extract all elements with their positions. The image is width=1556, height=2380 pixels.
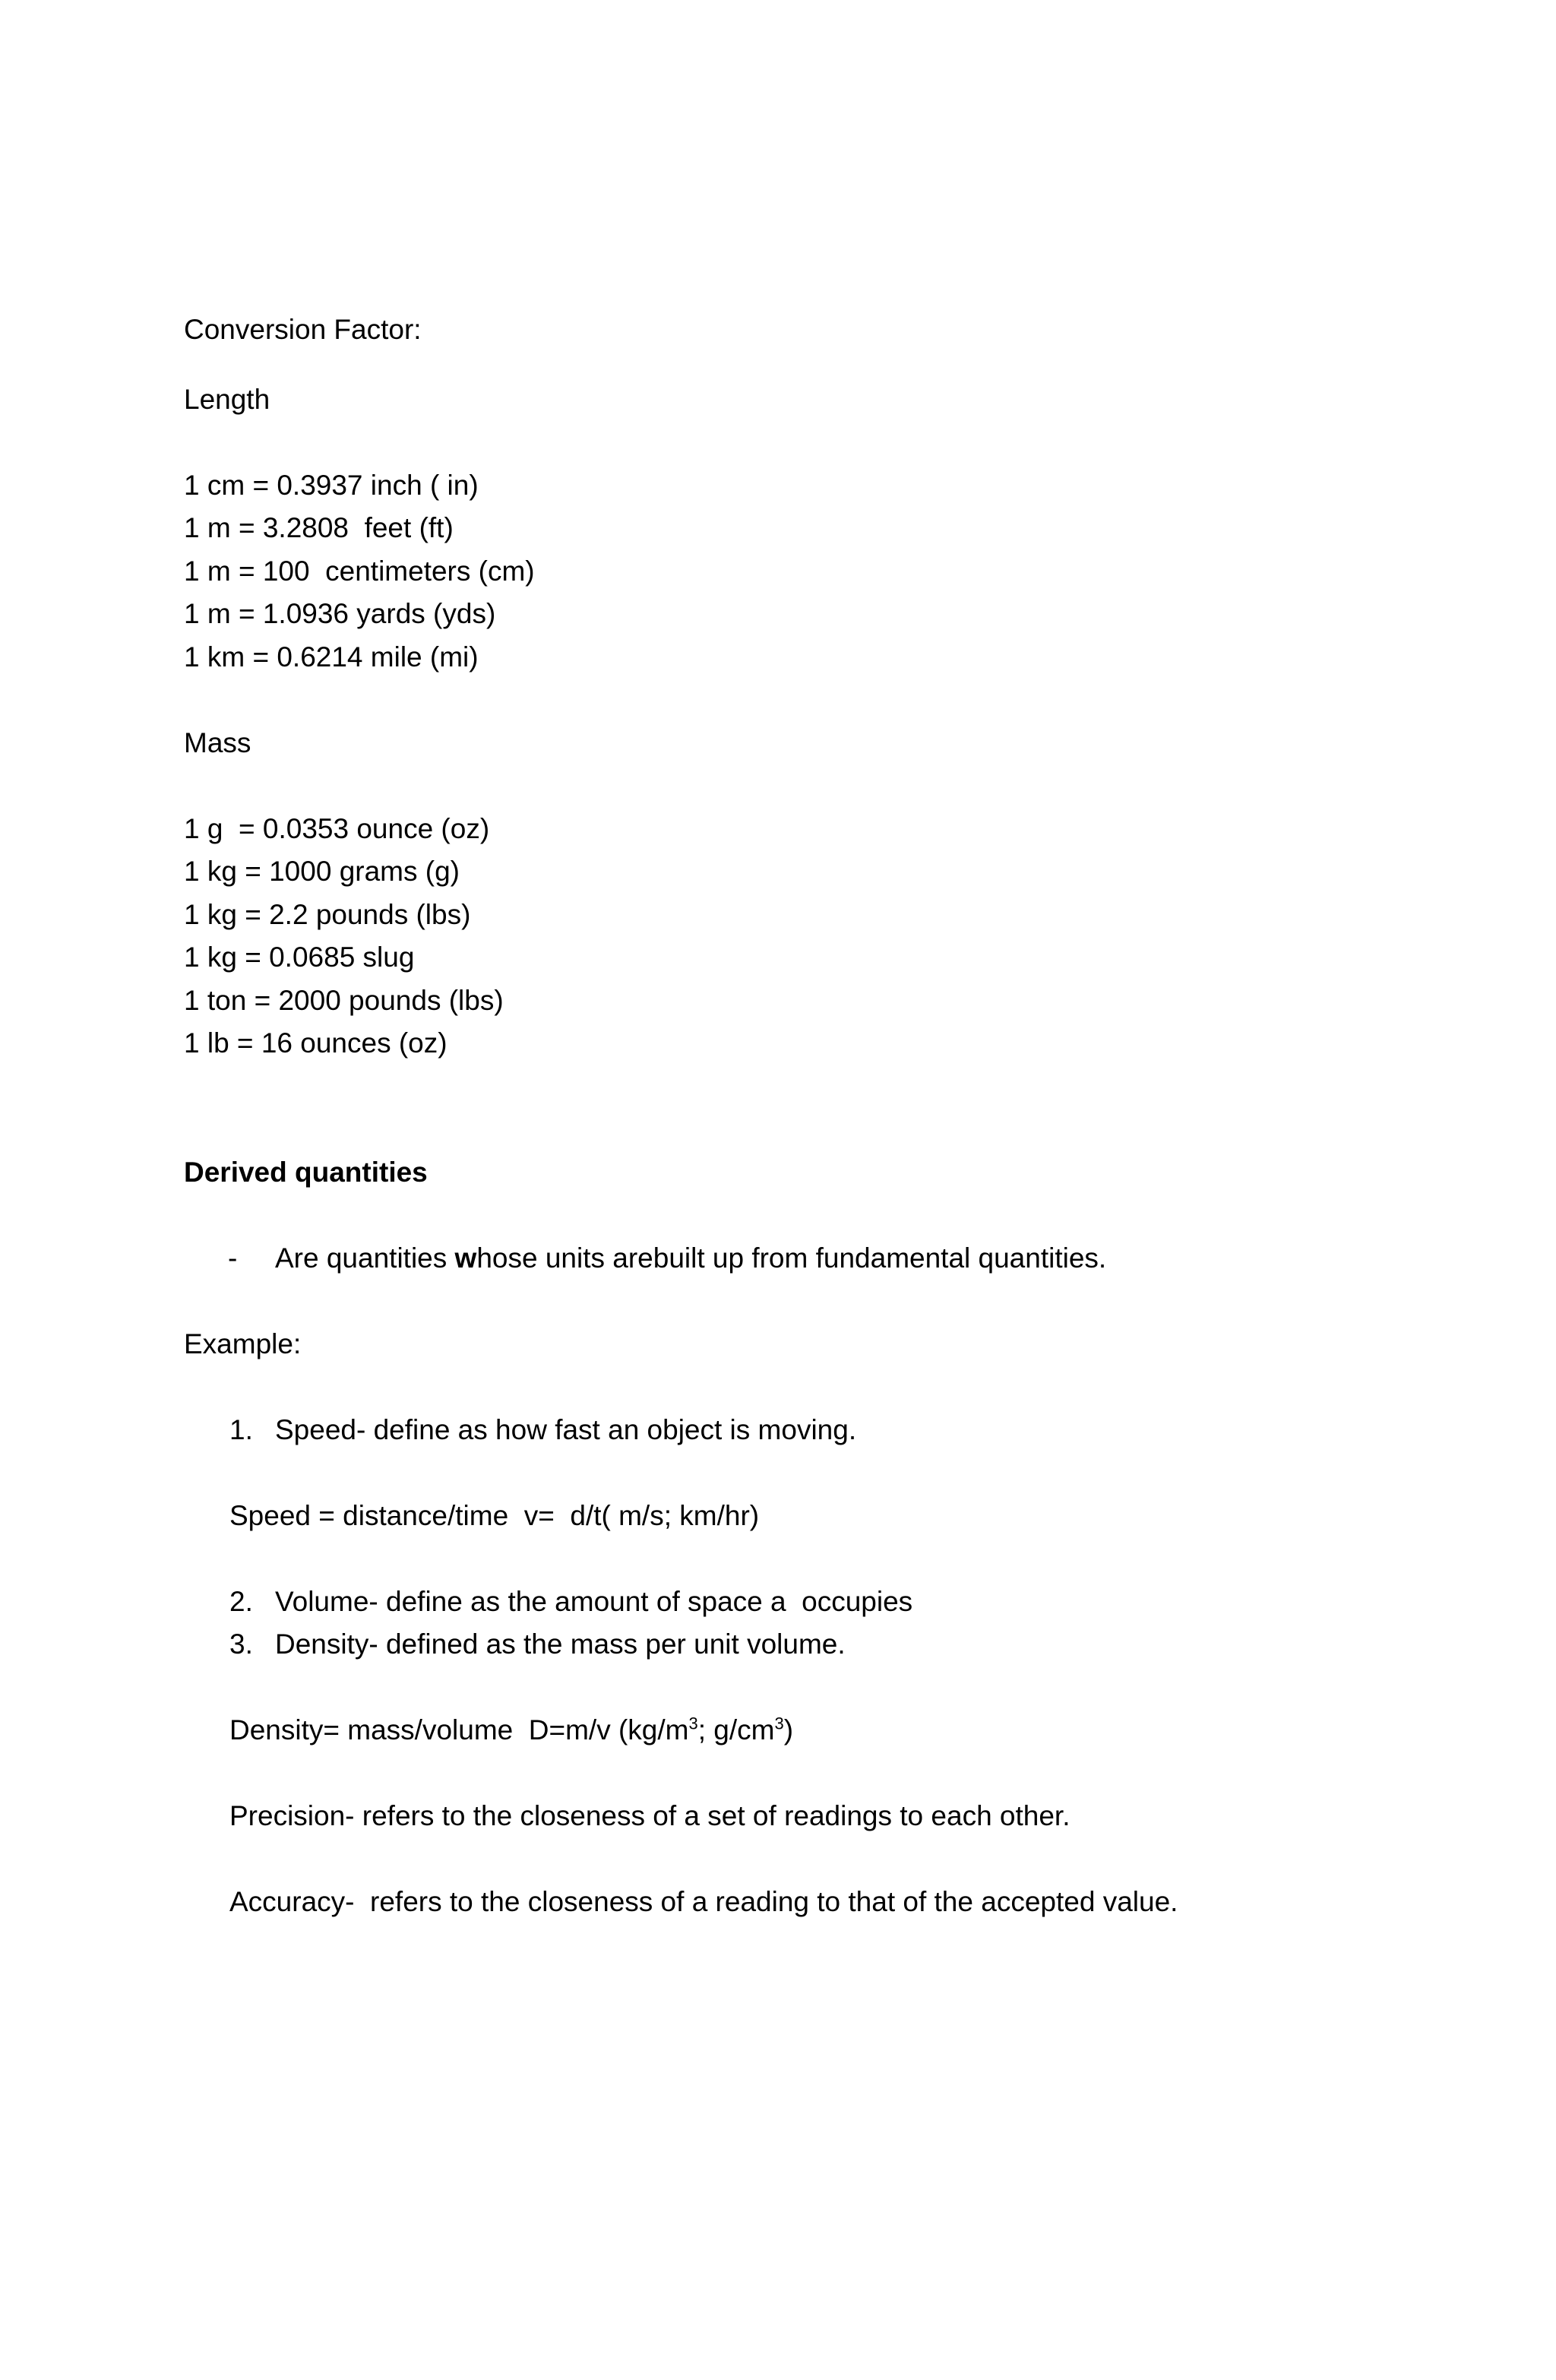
speed-formula: Speed = distance/time v= d/t( m/s; km/hr) <box>229 1500 760 1531</box>
bullet-marker: - <box>228 1242 238 1274</box>
derived-definition: Are quantities whose units arebuilt up from fundamental quantities. <box>275 1242 1107 1274</box>
accuracy-definition: Accuracy- refers to the closeness of a reading to that of the accepted value. <box>229 1886 1178 1917</box>
mass-item: 1 kg = 2.2 pounds (lbs) <box>184 899 471 930</box>
list-item-density: Density- defined as the mass per unit volume. <box>275 1628 846 1660</box>
length-item: 1 cm = 0.3937 inch ( in) <box>184 470 479 501</box>
length-item: 1 km = 0.6214 mile (mi) <box>184 641 479 673</box>
mass-item: 1 ton = 2000 pounds (lbs) <box>184 985 504 1016</box>
density-formula: Density= mass/volume D=m/v ($kg/m^3$; $g/cm^3$) <box>229 1714 794 1745</box>
mass-item: 1 g = 0.0353 ounce (oz) <box>184 813 490 844</box>
list-item-speed: Speed- define as how fast an object is moving. <box>275 1414 857 1445</box>
length-item: 1 m = 100 centimeters (cm) <box>184 555 535 587</box>
list-number: 2. <box>229 1586 253 1617</box>
example-label: Example: <box>184 1328 302 1359</box>
mass-item: 1 kg = 0.0685 slug <box>184 942 415 973</box>
mass-item: 1 kg = 1000 grams (g) <box>184 856 460 887</box>
mass-item: 1 lb = 16 ounces (oz) <box>184 1027 448 1059</box>
length-item: 1 m = 1.0936 yards (yds) <box>184 598 496 629</box>
length-item: 1 m = 3.2808 feet (ft) <box>184 512 454 543</box>
list-item-volume: Volume- define as the amount of space a occupies <box>275 1586 913 1617</box>
list-number: 1. <box>229 1414 253 1445</box>
length-title: Length <box>184 384 270 415</box>
list-number: 3. <box>229 1628 253 1660</box>
precision-definition: Precision- refers to the closeness of a set of readings to each other. <box>229 1800 1071 1831</box>
derived-quantities-title: Derived quantities <box>184 1157 428 1188</box>
conversion-factor-heading: Conversion Factor: <box>184 314 422 345</box>
mass-title: Mass <box>184 727 251 758</box>
